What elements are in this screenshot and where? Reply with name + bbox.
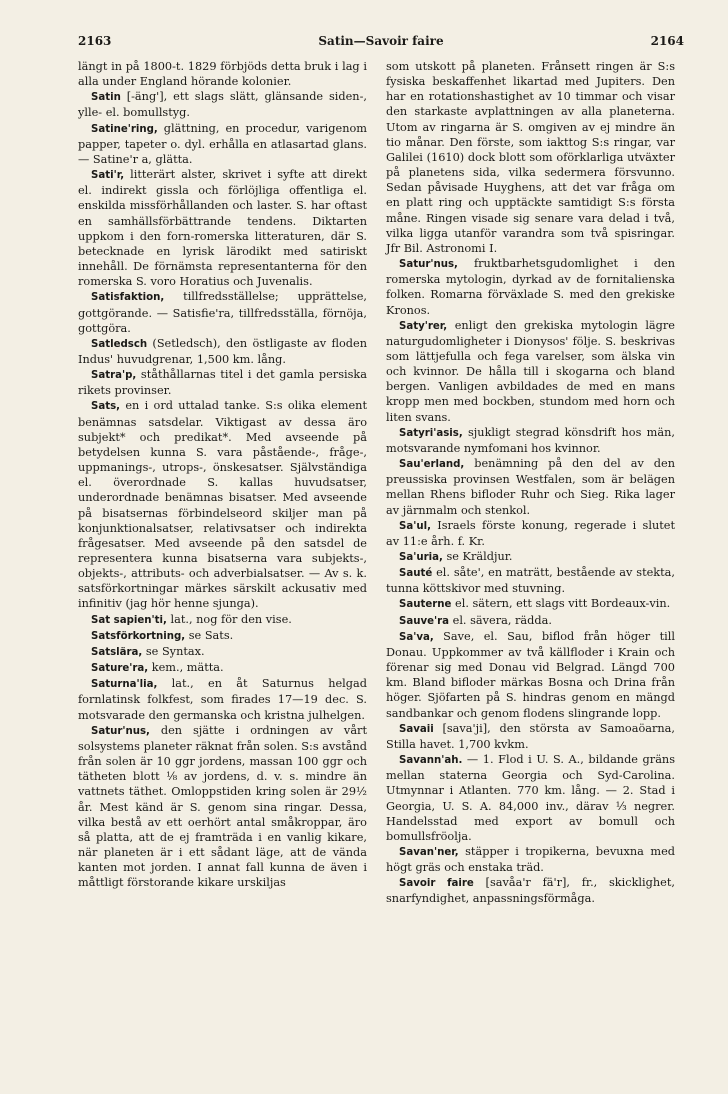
dictionary-entry xyxy=(78,628,367,644)
dictionary-entry xyxy=(78,336,367,367)
dictionary-entry xyxy=(78,676,367,722)
dictionary-entry xyxy=(386,844,675,875)
dictionary-entry xyxy=(386,875,675,906)
entry-headword: Satin xyxy=(91,92,121,104)
dictionary-entry xyxy=(78,612,367,628)
entry-headword: Savaii xyxy=(399,723,434,735)
entry-headword: Satyri'asis, xyxy=(399,427,463,439)
entry-definition: (Setledsch), den östligaste av floden Indus' huvudgrenar, 1,500 km. lång. xyxy=(78,336,367,366)
dictionary-entry xyxy=(386,596,675,612)
entry-definition: el. sävera, rädda. xyxy=(449,613,552,627)
dictionary-entry xyxy=(78,167,367,289)
left-column xyxy=(78,59,367,890)
dictionary-entry xyxy=(386,613,675,629)
entry-definition: som utskott på planeten. Frånsett ringen är S:s fysiska beskaffenhet likartad med Jupiters. Den har en rotationshastighet av 10 timmar och visar den starkaste avplattningen av alla planeterna. Utom av ringarna är S. omgiven av ej mindre än tio månar. Den förste, som iakttog S:s ringar, var Galilei (1610) dock blott som oförklarliga utväxter på planetens sida, vilka sedermera försvunno. Sedan påvisade Huyghens, att det var fråga om en platt ring och upptäckte samtidigt S:s första måne. Ringen visade sig senare vara delad i två, vilka ligga utanför varandra som två spisringar. Jfr Bil. Astronomi I. xyxy=(386,60,675,255)
entry-headword: Satine'ring, xyxy=(91,123,158,135)
entry-definition: fruktbarhetsgudomlighet i den romerska mytologin, dyrkad av de fornitalienska folken. Romarna förväxlade S. med den grekiske Kronos. xyxy=(386,257,675,317)
dictionary-entry xyxy=(78,121,367,167)
entry-headword: Sauté xyxy=(399,568,433,580)
entry-definition: en i ord uttalad tanke. S:s olika element benämnas satsdelar. Viktigast av dessa äro subjekt* och predikat*. Med avseende på betydelsen kunna S. vara påstående-, fråge-, uppmanings-, utrops-, önskesatser. Självständiga el. överordnade S. kallas huvudsatser, underordnade benämnas bisatser. Med avseende på bisatsernas förbindelseord skiljer man på konjunktionalsatser, relativsatser och indirekta frågesatser. Med avseende på den satsdel de representera kunna bisatserna vara subjekts-, objekts-, attributs- och adverbialsatser. — Av s. k. satsförkortningar märkes särskilt ackusativ med infinitiv (jag hör henne sjunga). xyxy=(78,399,367,611)
running-title: Satin—Savoir faire xyxy=(318,34,444,48)
dictionary-entry xyxy=(78,89,367,120)
entry-headword: Satslära, xyxy=(91,646,143,658)
entry-headword: Satur'nus, xyxy=(91,725,150,737)
entry-definition: kem., mätta. xyxy=(148,661,224,675)
dictionary-entry xyxy=(78,289,367,335)
entry-headword: Saty'rer, xyxy=(399,320,448,332)
entry-headword: Savann'ah. xyxy=(399,755,463,767)
entry-definition: se Sats. xyxy=(185,628,234,642)
entry-definition: [-äng'], ett slags slätt, glänsande siden-, ylle- el. bomullstyg. xyxy=(78,90,367,120)
entry-headword: Satisfaktion, xyxy=(91,292,165,304)
entry-headword: Sati'r, xyxy=(91,170,125,182)
entry-headword: Savoir faire xyxy=(399,878,474,890)
right-column xyxy=(386,59,675,907)
dictionary-entry xyxy=(386,518,675,549)
entry-headword: Sa'uria, xyxy=(399,552,443,563)
page-number-left: 2163 xyxy=(78,34,112,48)
entry-definition: se Kräldjur. xyxy=(442,550,513,563)
entry-headword: Sature'ra, xyxy=(91,663,149,675)
entry-definition: Save, el. Sau, biflod från höger till Donau. Uppkommer av två källfloder i Krain och förenar sig med Donau vid Belgrad. Längd 700 km. Bland bifloder märkas Bosna och Drina från höger. Sjöfarten på S. hindras genom en mängd sandbankar och genom flodens slingrande lopp. xyxy=(386,629,675,720)
dictionary-entry xyxy=(386,318,675,425)
entry-definition: lat., en åt Saturnus helgad fornlatinsk folkfest, som firades 17—19 dec. S. motsvarade den germanska och kristna julhelgen. xyxy=(78,677,367,722)
entry-headword: Saturna'lia, xyxy=(91,679,158,691)
entry-definition: el. såte', en maträtt, bestående av stekta, tunna köttskivor med stuvning. xyxy=(386,566,675,596)
entry-definition: sjukligt stegrad könsdrift hos män, motsvarande nymfomani hos kvinnor. xyxy=(386,425,675,455)
page-header xyxy=(78,34,684,54)
dictionary-entry xyxy=(78,723,367,891)
entry-definition: den sjätte i ordningen av vårt solsystems planeter räknat från solen. S:s avstånd från solen är 10 ggr jordens, massan 100 ggr och tätheten blott ⅛ av jordens, d. v. s. mindre än vattnets täthet. Omloppstiden kring solen är 29½ år. Mest känd är S. genom sina ringar. Dessa, vilka bestå av ett oerhört antal småkroppar, äro så platta, att de ej framträda i en vanlig kikare, när planeten är i ett sådant läge, att de vända kanten mot jorden. I annat fall kunna de även i måttligt förstorande kikare urskiljas xyxy=(78,723,367,890)
entry-headword: Satledsch xyxy=(91,338,148,350)
dictionary-entry xyxy=(386,456,675,518)
entry-headword: Savan'ner, xyxy=(399,846,459,858)
continued-text xyxy=(386,59,675,256)
dictionary-entry xyxy=(386,721,675,752)
dictionary-entry xyxy=(386,565,675,596)
entry-definition: stäpper i tropikerna, bevuxna med högt gräs och enstaka träd. xyxy=(386,844,675,875)
entry-definition: [savåa'r fä'r], fr., skicklighet, snarfyndighet, anpassningsförmåga. xyxy=(386,876,675,906)
entry-definition: enligt den grekiska mytologin lägre naturgudomligheter i Dionysos' följe. S. beskrivas som lättjefulla och fega varelser, som älska vin och kvinnor. De hålla till i skogarna och bland bergen. Vanligen avbildades de med en mans kropp men med bockben, stundom med horn och liten svans. xyxy=(386,318,675,424)
entry-definition: Israels förste konung, regerade i slutet av 11:e årh. f. Kr. xyxy=(386,518,675,548)
entry-headword: Sa'va, xyxy=(399,631,434,643)
dictionary-entry xyxy=(78,398,367,611)
entry-definition: [sava'ji], den största av Samoaöarna, Stilla havet. 1,700 kvkm. xyxy=(386,721,675,751)
page-number-right: 2164 xyxy=(650,34,684,48)
entry-definition: glättning, en procedur, varigenom papper, tapeter o. dyl. erhålla en atlasartad glans. — Satine'r a, glätta. xyxy=(78,121,367,166)
dictionary-entry xyxy=(386,549,675,565)
entry-headword: Sats, xyxy=(91,401,121,413)
dictionary-entry xyxy=(78,660,367,676)
entry-definition: — 1. Flod i U. S. A., bildande gräns mellan staterna Georgia och Syd-Carolina. Utmynnar i Atlanten. 770 km. lång. — 2. Stad i Georgia, U. S. A. 84,000 inv., därav ⅓ negrer. Handelsstad med export av bomull och bomullsfröolja. xyxy=(386,753,675,843)
dictionary-entry xyxy=(78,644,367,660)
entry-definition: benämning på den del av den preussiska provinsen Westfalen, som är belägen mellan Rhens bifloder Ruhr och Sieg. Rika lager av järnmalm och stenkol. xyxy=(386,457,675,517)
entry-definition: se Syntax. xyxy=(142,644,205,658)
entry-headword: Sa'ul, xyxy=(399,520,431,532)
dictionary-entry xyxy=(386,629,675,721)
entry-headword: Satsförkortning, xyxy=(91,630,186,642)
entry-definition: litterärt alster, skrivet i syfte att direkt el. indirekt gissla och förlöjliga offentliga el. enskilda missförhållanden och laster. S. har oftast en samhällsförbättrande tendens. Diktarten uppkom i den forn-romerska litteraturen, där S. betecknade en lyrisk lärodikt med satiriskt innehåll. De förnämsta representanterna för den romerska S. voro Horatius och Juvenalis. xyxy=(78,168,367,289)
entry-headword: Sauterne xyxy=(399,599,452,611)
entry-definition: längt in på 1800-t. 1829 förbjöds detta bruk i lag i alla under England hörande kolonier. xyxy=(78,60,367,89)
entry-headword: Satra'p, xyxy=(91,370,137,382)
continued-text xyxy=(78,59,367,89)
entry-headword: Sat sapien'ti, xyxy=(91,614,167,626)
dictionary-entry xyxy=(386,425,675,456)
dictionary-entry xyxy=(386,752,675,844)
entry-headword: Satur'nus, xyxy=(399,259,458,271)
entry-headword: Sau'erland, xyxy=(399,459,465,471)
dictionary-entry xyxy=(386,256,675,318)
entry-headword: Sauve'ra xyxy=(399,615,450,627)
entry-definition: tillfredsställelse; upprättelse, gottgörande. — Satisfie'ra, tillfredsställa, förnöja, gottgöra. xyxy=(78,290,367,335)
entry-definition: ståthållarnas titel i det gamla persiska rikets provinser. xyxy=(78,368,367,398)
entry-definition: el. sätern, ett slags vitt Bordeaux-vin. xyxy=(451,597,671,611)
dictionary-entry xyxy=(78,367,367,398)
entry-definition: lat., nog för den vise. xyxy=(166,612,292,626)
